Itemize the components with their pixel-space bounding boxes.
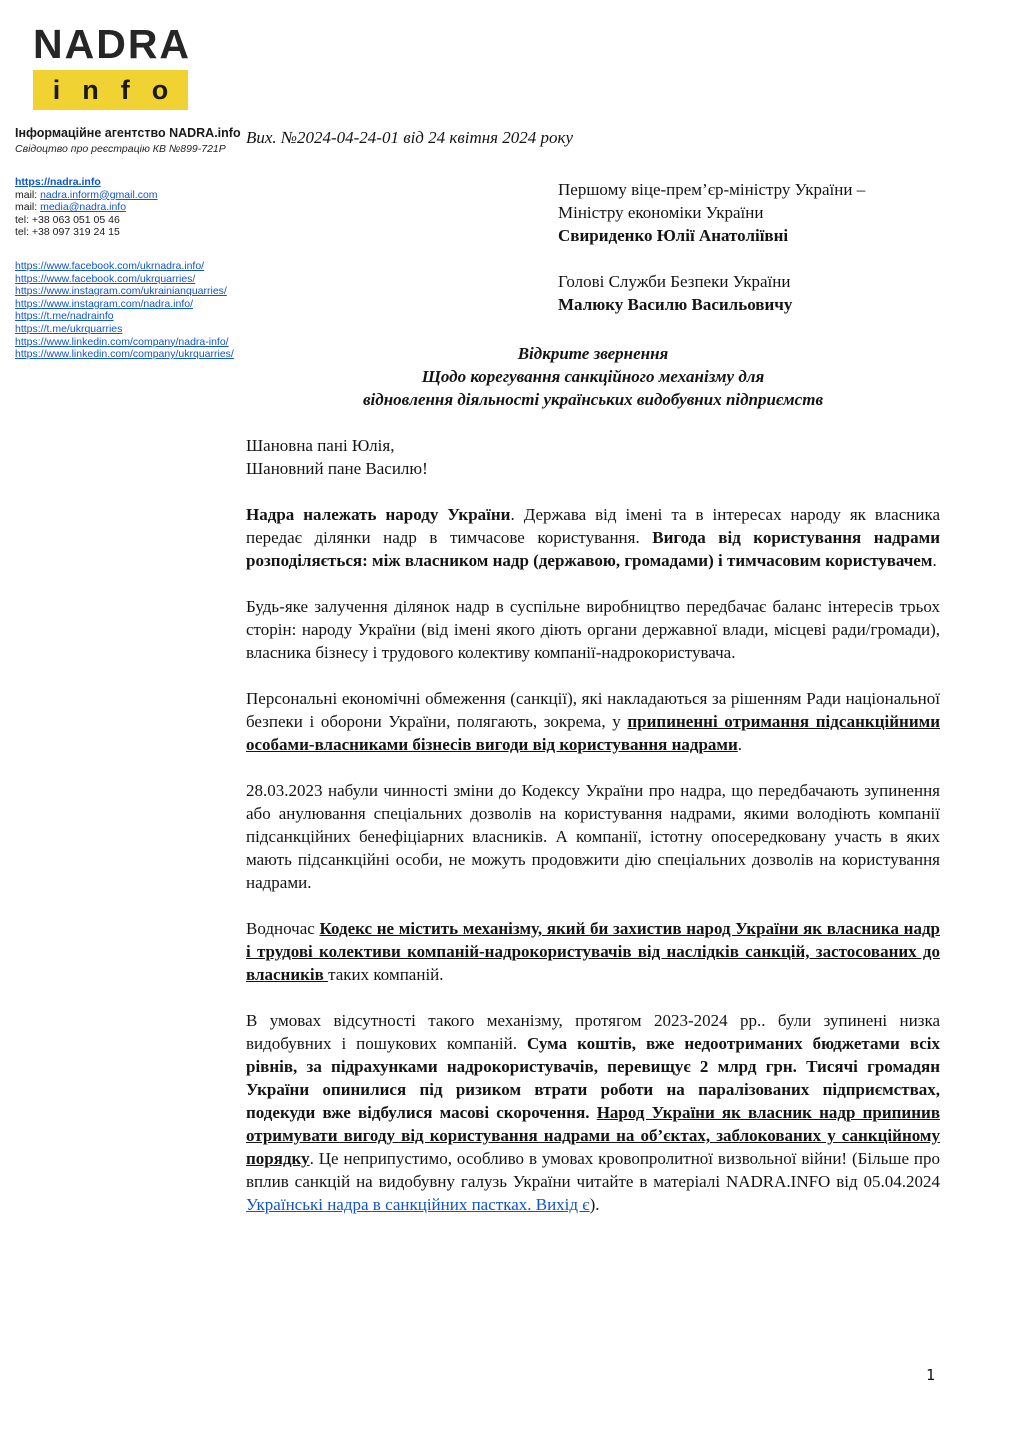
paragraph (246, 917, 940, 986)
text-run: Водночас (246, 919, 320, 938)
email-link[interactable]: media@nadra.info (40, 201, 127, 214)
text-run: Персональні економічні обмеження (санкції), які накладаються за рішенням Ради національної безпеки і оборони України, полягають, зокрема, у (246, 689, 940, 731)
text-run: Вигода від користування надрами розподіляється: між власником надр (державою, громадами) і тимчасовим користувачем (246, 528, 940, 570)
phone-line: tel: +38 063 051 05 46 (15, 213, 120, 226)
paragraph (246, 1009, 940, 1216)
social-link[interactable]: https://t.me/nadrainfo (15, 310, 114, 323)
text-run: Народ України як власник надр припинив отримувати вигоду від користування надрами на об’єктах, заблокованих у санкційному порядку (246, 1103, 941, 1168)
paragraph (246, 687, 940, 756)
text-run: Надра належать народу України (246, 505, 511, 524)
social-link[interactable]: https://t.me/ukrquarries (15, 322, 123, 335)
email-label: mail: (15, 201, 41, 214)
agency-registration: Свідоцтво про реєстрацію КВ №899-721Р (15, 143, 226, 155)
salutation-line: Шановний пане Василю! (246, 459, 428, 478)
email-line (15, 201, 245, 214)
contact-block (15, 176, 245, 239)
inline-link[interactable]: Українські надра в санкційних пастках. Вихід є (246, 1195, 590, 1214)
social-links (15, 260, 245, 361)
letter-body (246, 503, 940, 1216)
letter-title (246, 342, 940, 411)
text-run: 28.03.2023 набули чинності зміни до Кодексу України про надра, що передбачають зупинення або анулювання спеціальних дозволів на користування надрами, якими володіють компанії підсанкційних бенефіціарних власників. А компанії, істотну опосередковану участь в яких мають підсанкційні особи, не можуть продовжити дію спеціальних дозволів на користування надрами. (246, 781, 940, 892)
addressee-line: Міністру економіки України (558, 203, 764, 222)
website-line (15, 176, 245, 189)
text-run: Будь-яке залучення ділянок надр в суспільне виробництво передбачає баланс інтересів трьох сторін: народу України (від імені якого діють органи державної влади, місцеві ради/громади), власника бізнесу і трудового колективу компанії-надрокористувача. (246, 597, 940, 662)
logo-nadra-text: NADRA (33, 21, 192, 67)
letter (246, 0, 940, 1216)
page-number: 1 (926, 1366, 936, 1384)
addressee-line: Голові Служби Безпеки України (558, 272, 791, 291)
social-link[interactable]: https://www.instagram.com/ukrainianquarries/ (15, 285, 227, 298)
email-line (15, 189, 245, 202)
addressee-name: Свириденко Юлії Анатоліївні (558, 226, 789, 245)
phone-line: tel: +38 097 319 24 15 (15, 226, 120, 239)
addressee-name: Малюку Василю Васильовичу (558, 295, 793, 314)
text-run: В умовах відсутності такого механізму, протягом 2023-2024 рр.. були зупинені низка видобувних і пошукових компаній. (246, 1011, 940, 1053)
addressees (558, 178, 940, 316)
logo-info-box (33, 70, 191, 110)
sidebar (15, 126, 245, 361)
text-run: Кодекс не містить механізму, який би захистив народ України як власника надр і трудові колективи компаній-надрокористувачів від наслідків санкцій, застосованих до власників (246, 919, 941, 984)
text-run: припиненні отримання підсанкційними особами-власниками бізнесів вигоди від користування надрами (246, 712, 941, 754)
addressee-block (558, 270, 940, 316)
social-link[interactable]: https://www.linkedin.com/company/nadra-info/ (15, 335, 229, 348)
title-line: відновлення діяльності українських видобувних підприємств (362, 390, 824, 409)
social-link[interactable]: https://www.linkedin.com/company/ukrquarries/ (15, 348, 234, 361)
paragraph (246, 503, 940, 572)
email-label: mail: (15, 188, 41, 201)
salutation (246, 434, 940, 480)
social-link[interactable]: https://www.facebook.com/ukrnadra.info/ (15, 259, 205, 272)
social-link[interactable]: https://www.facebook.com/ukrquarries/ (15, 272, 196, 285)
website-link[interactable]: https://nadra.info (15, 176, 101, 188)
paragraph (246, 595, 940, 664)
text-run: ). (589, 1195, 600, 1214)
addressee-block (558, 178, 940, 247)
agency-name: Інформаційне агентство NADRA.info (15, 126, 241, 140)
title-line: Щодо корегування санкційного механізму для (421, 367, 765, 386)
addressee-line: Першому віце-прем’єр-міністру України – (558, 180, 866, 199)
text-run: . Держава від імені та в інтересах народу як власника передає ділянки надр в тимчасове користування. (246, 505, 940, 547)
email-link[interactable]: nadra.inform@gmail.com (40, 188, 158, 201)
title-line: Відкрите звернення (517, 344, 669, 363)
text-run: . (932, 551, 937, 570)
salutation-line: Шановна пані Юлія, (246, 436, 395, 455)
paragraph (246, 779, 940, 894)
text-run: Сума коштів, вже недоотриманих бюджетами всіх рівнів, за підрахунками надрокористувачів, перевищує 2 млрд грн. Тисячі громадян України опинилися під ризиком втрати роботи на паралізованих підприємствах, подекуди вже відбулися масові скорочення. (246, 1034, 940, 1122)
text-run: . Це неприпустимо, особливо в умовах кровопролитної визвольної війни! (Більше про вплив санкцій на видобувну галузь України читайте в матеріалі NADRA.INFO від 05.04.2024 (246, 1149, 940, 1191)
text-run: . (737, 735, 743, 754)
letter-reference: Вих. №2024-04-24-01 від 24 квітня 2024 року (246, 128, 574, 147)
logo-info-text: info (52, 74, 191, 105)
text-run: таких компаній. (328, 965, 444, 984)
social-link[interactable]: https://www.instagram.com/nadra.info/ (15, 297, 193, 310)
nadra-logo (33, 21, 192, 110)
